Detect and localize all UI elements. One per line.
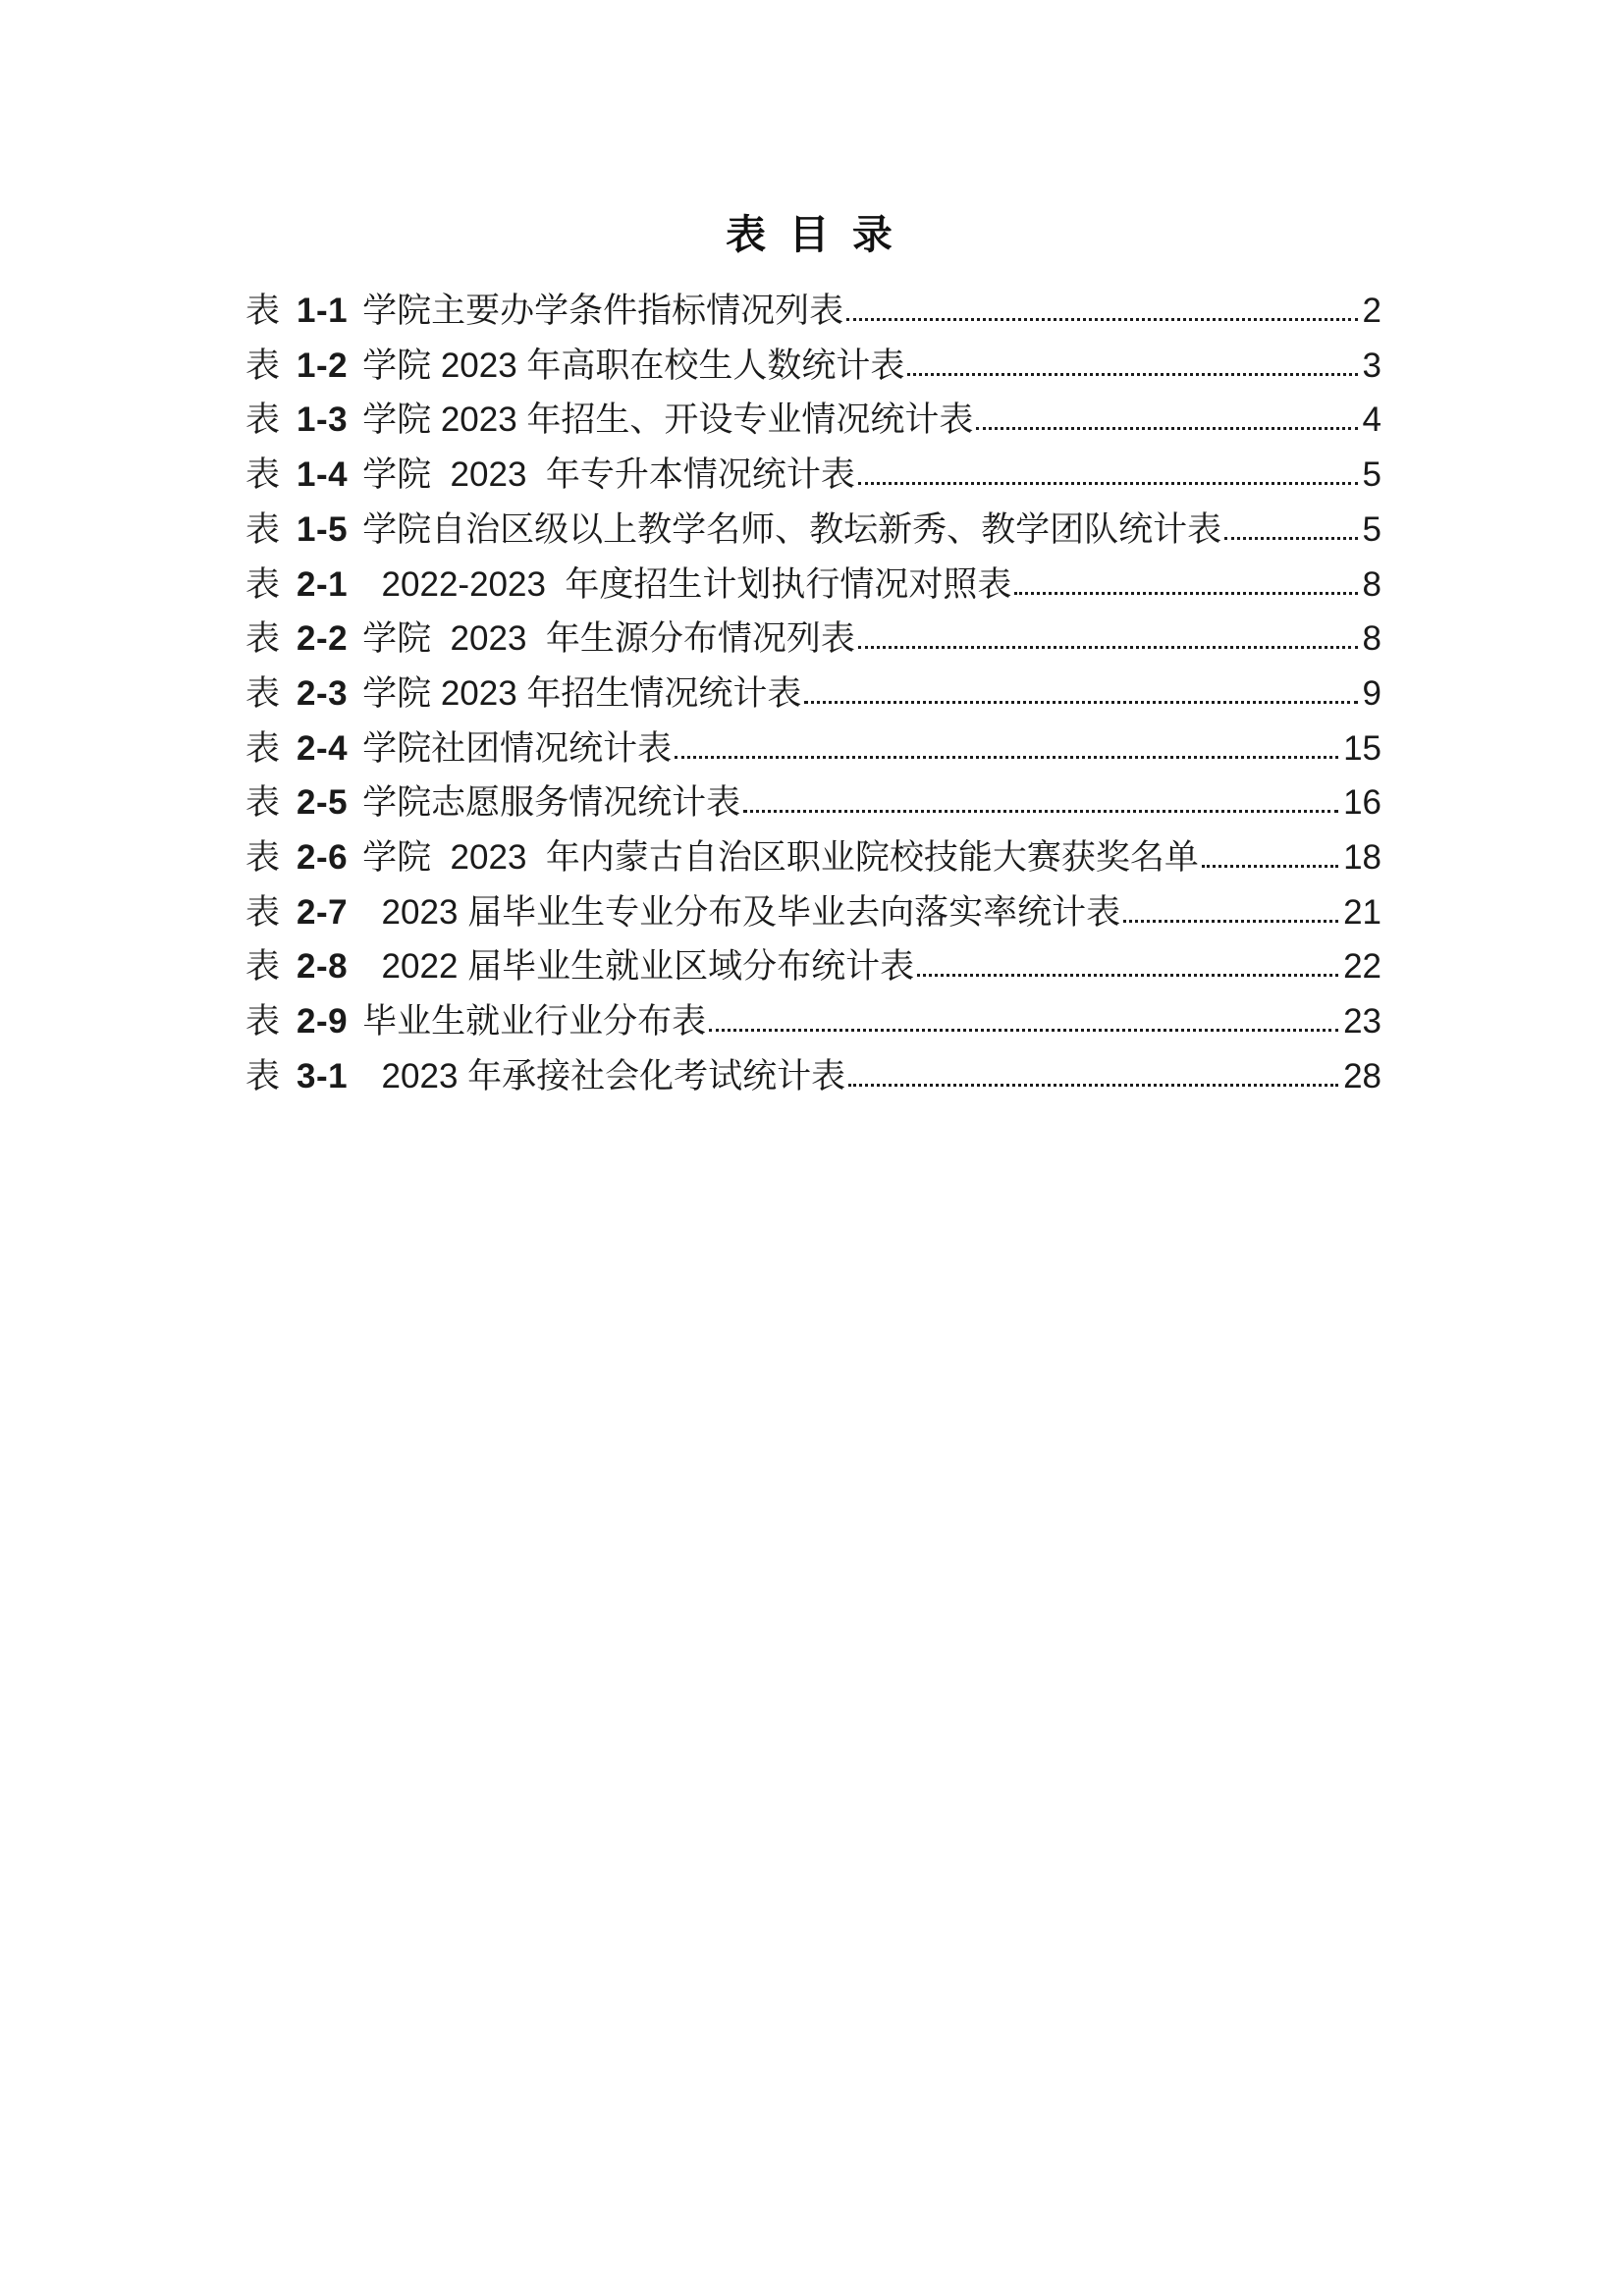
dot-leader: [675, 756, 1338, 759]
entry-title: 2022 届毕业生就业区域分布统计表: [362, 947, 915, 987]
toc-entry[interactable]: [245, 775, 1381, 830]
entry-title: 学院自治区级以上教学名师、教坛新秀、教学团队统计表: [362, 509, 1222, 549]
toc-entry[interactable]: [245, 612, 1381, 667]
dot-leader: [1123, 920, 1338, 923]
entry-table-label: 表: [245, 1056, 281, 1095]
page-title: 表 目 录: [726, 212, 898, 257]
entry-number: 2-3: [297, 673, 349, 713]
entry-table-label: 表: [245, 1002, 281, 1041]
entry-page-number: 9: [1362, 673, 1381, 713]
entry-title: 学院社团情况统计表: [362, 728, 673, 768]
toc-entry[interactable]: [245, 448, 1381, 503]
entry-title: 2023 届毕业生专业分布及毕业去向落实率统计表: [362, 892, 1121, 932]
entry-table-label: 表: [245, 673, 281, 713]
toc-entry[interactable]: [245, 558, 1381, 613]
toc-entry[interactable]: [245, 939, 1381, 994]
entry-title: 学院 2023 年招生情况统计表: [362, 673, 802, 713]
entry-title: 毕业生就业行业分布表: [362, 1002, 707, 1041]
entry-number: 1-5: [297, 509, 349, 549]
toc-entry[interactable]: [245, 1049, 1381, 1104]
entry-page-number: 4: [1362, 400, 1381, 440]
entry-title: 学院 2023 年生源分布情况列表: [362, 619, 855, 659]
dot-leader: [846, 318, 1357, 321]
dot-leader: [848, 1084, 1338, 1087]
entry-page-number: 3: [1362, 346, 1381, 385]
entry-number: 2-7: [297, 892, 349, 932]
entry-number: 2-4: [297, 728, 349, 768]
toc-entry[interactable]: [245, 721, 1381, 776]
dot-leader: [917, 974, 1338, 977]
entry-page-number: 23: [1343, 1002, 1381, 1041]
entry-number: 1-3: [297, 400, 349, 440]
dot-leader: [743, 810, 1338, 813]
toc-entry[interactable]: [245, 284, 1381, 339]
toc-entry[interactable]: [245, 994, 1381, 1049]
toc-entry[interactable]: [245, 830, 1381, 885]
entry-table-label: 表: [245, 892, 281, 932]
entry-number: 2-1: [297, 564, 349, 604]
entry-number: 2-8: [297, 947, 349, 987]
entry-table-label: 表: [245, 619, 281, 659]
entry-page-number: 2: [1362, 292, 1381, 330]
entry-number: 2-5: [297, 783, 349, 823]
dot-leader: [1014, 592, 1357, 595]
entry-page-number: 18: [1343, 838, 1381, 878]
entry-table-label: 表: [245, 292, 281, 330]
entry-title: 2023 年承接社会化考试统计表: [362, 1056, 846, 1095]
entry-title: 学院志愿服务情况统计表: [362, 783, 741, 823]
entry-number: 2-6: [297, 838, 349, 878]
entry-page-number: 5: [1362, 455, 1381, 495]
dot-leader: [858, 646, 1358, 649]
entry-table-label: 表: [245, 947, 281, 987]
entry-number: 1-4: [297, 455, 349, 495]
entry-title: 学院主要办学条件指标情况列表: [362, 292, 844, 330]
entry-number: 2-9: [297, 1002, 349, 1041]
dot-leader: [709, 1029, 1338, 1032]
entry-title: 学院 2023 年内蒙古自治区职业院校技能大赛获奖名单: [362, 838, 1199, 878]
entry-page-number: 5: [1362, 509, 1381, 549]
entry-title: 学院 2023 年专升本情况统计表: [362, 455, 855, 495]
entry-page-number: 8: [1362, 619, 1381, 659]
dot-leader: [1202, 865, 1338, 868]
dot-leader: [1224, 537, 1357, 540]
entry-title: 2022-2023 年度招生计划执行情况对照表: [362, 564, 1012, 604]
dot-leader: [976, 427, 1357, 430]
entry-title: 学院 2023 年高职在校生人数统计表: [362, 346, 905, 385]
entry-table-label: 表: [245, 728, 281, 768]
entry-table-label: 表: [245, 509, 281, 549]
entry-table-label: 表: [245, 346, 281, 385]
entry-page-number: 8: [1362, 564, 1381, 604]
dot-leader: [907, 373, 1357, 376]
toc-entry[interactable]: [245, 339, 1381, 394]
dot-leader: [804, 701, 1357, 704]
entry-table-label: 表: [245, 838, 281, 878]
toc-entry[interactable]: [245, 503, 1381, 558]
entry-table-label: 表: [245, 783, 281, 823]
entry-page-number: 15: [1343, 728, 1381, 768]
entry-number: 1-1: [297, 292, 349, 330]
entry-page-number: 22: [1343, 947, 1381, 987]
entry-number: 3-1: [297, 1056, 349, 1095]
entry-number: 2-2: [297, 619, 349, 659]
entry-title: 学院 2023 年招生、开设专业情况统计表: [362, 400, 974, 440]
entry-number: 1-2: [297, 346, 349, 385]
toc-entry[interactable]: [245, 667, 1381, 721]
entry-page-number: 28: [1343, 1056, 1381, 1095]
entry-page-number: 16: [1343, 783, 1381, 823]
toc-entry[interactable]: [245, 885, 1381, 940]
toc-list: [245, 284, 1381, 1104]
toc-entry[interactable]: [245, 393, 1381, 448]
dot-leader: [858, 482, 1358, 485]
entry-table-label: 表: [245, 455, 281, 495]
entry-table-label: 表: [245, 400, 281, 440]
entry-page-number: 21: [1343, 892, 1381, 932]
entry-table-label: 表: [245, 564, 281, 604]
